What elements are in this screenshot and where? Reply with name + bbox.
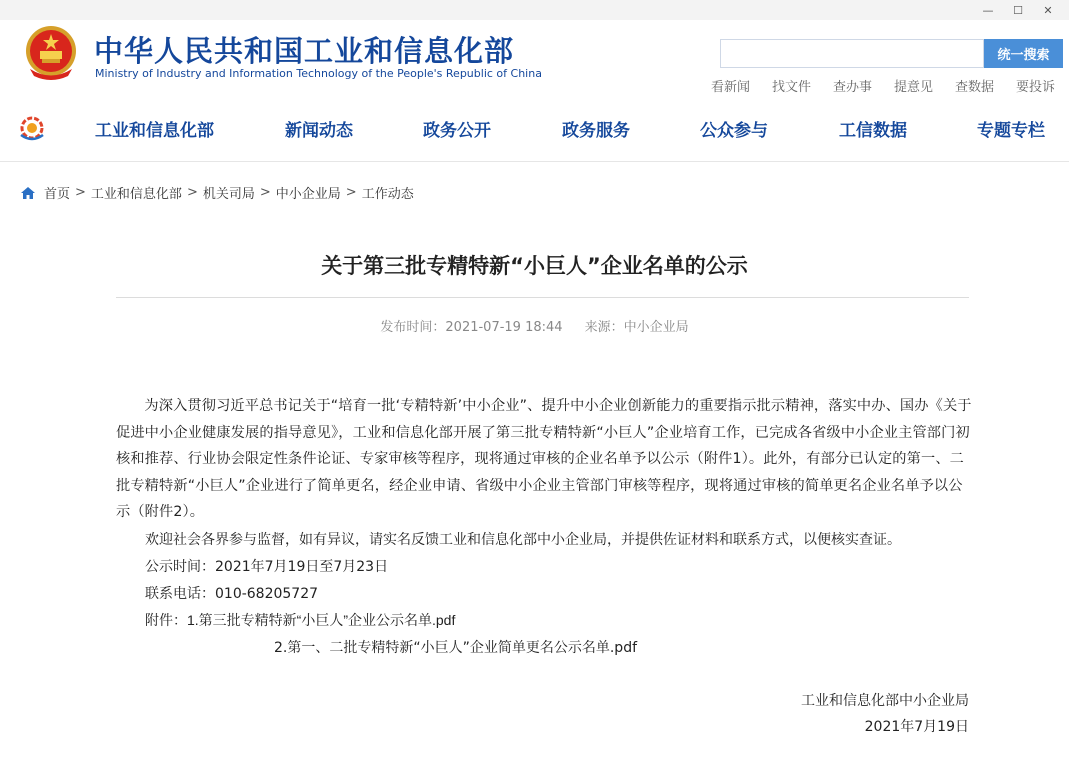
breadcrumb-separator: >	[259, 185, 271, 200]
home-icon[interactable]	[20, 186, 36, 200]
window-titlebar	[0, 0, 1069, 20]
breadcrumb-home[interactable]: 首页	[44, 187, 71, 202]
attachments-label: 附件：	[145, 613, 187, 629]
quick-link-news[interactable]: 看新闻	[711, 80, 751, 95]
contact-phone: 联系电话：010-68205727	[145, 586, 319, 602]
nav-item-topics[interactable]: 专题专栏	[977, 121, 1045, 141]
quick-links	[711, 76, 1069, 95]
nav-item-news[interactable]: 新闻动态	[285, 121, 353, 141]
breadcrumb-separator: >	[186, 185, 198, 200]
publish-label: 发布时间：	[380, 320, 446, 335]
publish-time: 2021-07-19 18:44	[445, 320, 563, 335]
site-name-cn[interactable]: 中华人民共和国工业和信息化部	[94, 34, 515, 68]
breadcrumb	[20, 183, 414, 202]
quick-link-services[interactable]: 查办事	[833, 80, 873, 95]
source-value: 中小企业局	[623, 320, 689, 335]
search-button[interactable]: 统一搜索	[984, 39, 1063, 68]
article-meta	[0, 316, 1069, 335]
site-name-en: Ministry of Industry and Information Technology of the People's Republic of China	[95, 67, 542, 80]
site-header	[0, 20, 1069, 165]
quick-link-feedback[interactable]: 提意见	[894, 80, 934, 95]
nav-item-public[interactable]: 公众参与	[700, 121, 768, 141]
signature-date: 2021年7月19日	[864, 719, 969, 735]
nav-item-ministry[interactable]: 工业和信息化部	[95, 121, 214, 141]
search-input[interactable]	[720, 39, 984, 68]
article-title: 关于第三批专精特新“小巨人”企业名单的公示	[321, 254, 748, 278]
window-controls	[973, 0, 1063, 20]
article-paragraph: 为深入贯彻习近平总书记关于“培育一批‘专精特新’中小企业”、提升中小企业创新能力的重要指示批示精神，落实中办、国办《关于促进中小企业健康发展的指导意见》，工业和信息化部开展了第三批专精特新“小巨人”企业培育工作，已完成各省级中小企业主管部门初核和推荐、行业协会限定性条件论证、专家审核等程序，现将通过审核的企业名单予以公示（附件1）。此外，有部分已认定的第一、二批专精特新“小巨人”企业进行了简单更名，经企业申请、省级中小企业主管部门审核等程序，现将通过审核的简单更名企业名单予以公示（附件2）。	[116, 398, 972, 520]
nav-item-gov-services[interactable]: 政务服务	[562, 121, 630, 141]
breadcrumb-sme-bureau[interactable]: 中小企业局	[275, 187, 341, 202]
header-divider	[0, 161, 1069, 162]
attachment-link-2[interactable]: 2.第一、二批专精特新“小巨人”企业简单更名公示名单.pdf	[274, 640, 638, 656]
breadcrumb-ministry[interactable]: 工业和信息化部	[90, 187, 182, 202]
article-body	[116, 393, 972, 526]
breadcrumb-separator: >	[345, 185, 357, 200]
quick-link-files[interactable]: 找文件	[772, 80, 812, 95]
miit-logo-icon[interactable]	[18, 115, 46, 141]
source-label: 来源：	[584, 320, 624, 335]
main-nav	[0, 110, 1069, 146]
quick-link-data[interactable]: 查数据	[955, 80, 995, 95]
article-paragraph: 欢迎社会各界参与监督，如有异议，请实名反馈工业和信息化部中小企业局，并提供佐证材料和联系方式，以便核实查证。	[145, 532, 901, 548]
nav-item-gov-affairs[interactable]: 政务公开	[423, 121, 491, 141]
signature: 工业和信息化部中小企业局	[801, 693, 969, 709]
quick-link-complaint[interactable]: 要投诉	[1016, 80, 1056, 95]
maximize-button[interactable]: ☐	[1013, 3, 1023, 17]
attachments	[145, 610, 455, 630]
publicity-period: 公示时间：2021年7月19日至7月23日	[145, 559, 389, 575]
nav-item-data[interactable]: 工信数据	[839, 121, 907, 141]
breadcrumb-separator: >	[75, 185, 86, 200]
close-button[interactable]: ✕	[1043, 3, 1053, 17]
breadcrumb-departments[interactable]: 机关司局	[202, 187, 255, 202]
breadcrumb-work-news[interactable]: 工作动态	[361, 187, 414, 202]
attachment-link-1[interactable]: 1.第三批专精特新“小巨人”企业公示名单.pdf	[187, 612, 456, 628]
minimize-button[interactable]: —	[982, 3, 994, 17]
national-emblem-icon[interactable]	[22, 24, 80, 82]
title-divider	[116, 297, 969, 298]
